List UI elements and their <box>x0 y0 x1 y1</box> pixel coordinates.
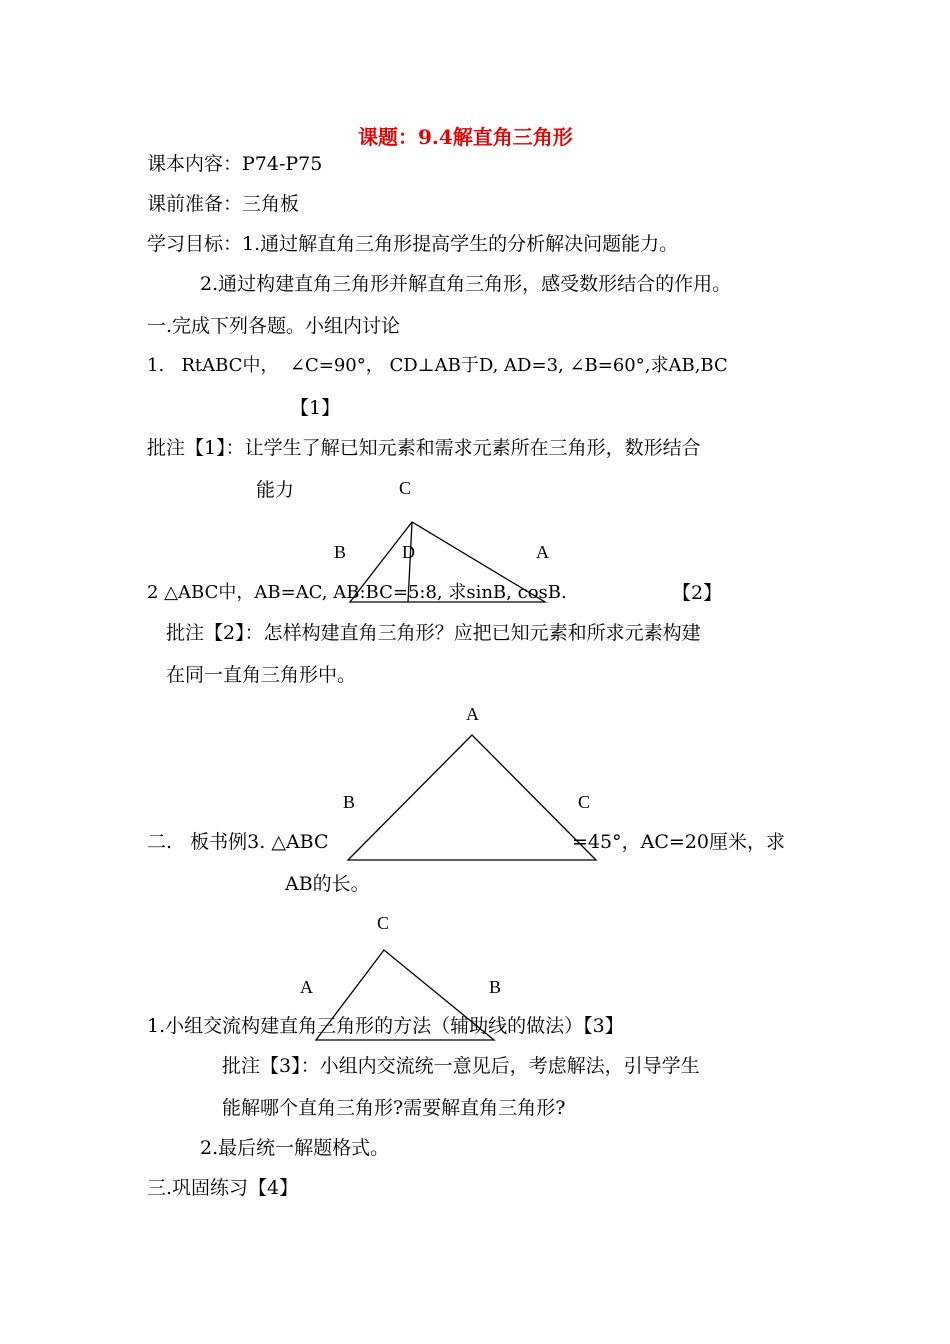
step1-line: 1.小组交流构建直角三角形的方法（辅助线的做法）【3】 <box>147 1015 624 1037</box>
goal2-line: 2.通过构建直角三角形并解直角三角形，感受数形结合的作用。 <box>200 273 732 295</box>
figure1-label-b: B <box>334 542 347 562</box>
question1: 1. RtABC中， ∠C=90°， CD⊥AB于D, AD=3, ∠B=60°,求AB,BC <box>147 355 728 376</box>
section1-heading: 一.完成下列各题。小组内讨论 <box>147 315 401 337</box>
question2-ref: 【2】 <box>672 582 723 604</box>
note1-line1: 批注【1】：让学生了解已知元素和需求元素所在三角形，数形结合 <box>147 437 701 459</box>
question1-ref: 【1】 <box>290 397 341 419</box>
content-line: 课本内容：P74-P75 <box>147 153 323 175</box>
figure1-label-d: D <box>402 542 415 562</box>
note3-line2: 能解哪个直角三角形?需要解直角三角形? <box>222 1097 566 1119</box>
figure3-label-c: C <box>377 913 390 933</box>
note3-line1: 批注【3】：小组内交流统一意见后，考虑解法，引导学生 <box>222 1055 700 1077</box>
prep-line: 课前准备：三角板 <box>147 193 300 215</box>
goal1-line: 学习目标：1.通过解直角三角形提高学生的分析解决问题能力。 <box>147 233 679 255</box>
figure3-label-a: A <box>300 977 313 997</box>
figure3-label-b: B <box>489 977 502 997</box>
figure1-label-a: A <box>536 542 549 562</box>
section2-line1-end: =45°，AC=20厘米，求 <box>572 831 785 853</box>
note1-line2: 能力 <box>256 479 295 501</box>
step2-line: 2.最后统一解题格式。 <box>200 1137 390 1159</box>
note2-line1: 批注【2】：怎样构建直角三角形？应把已知元素和所求元素构建 <box>166 622 701 644</box>
section3-heading: 三.巩固练习【4】 <box>147 1177 299 1199</box>
figure2-label-c: C <box>578 792 591 812</box>
page-title: 课题：9.4解直角三角形 <box>358 125 573 149</box>
note2-line2: 在同一直角三角形中。 <box>166 664 357 686</box>
figure1-label-c: C <box>399 478 412 498</box>
figure2-outline <box>348 735 596 860</box>
figure2-label-b: B <box>343 792 356 812</box>
section2-line2: AB的长。 <box>285 873 370 895</box>
figure2-label-a: A <box>466 704 479 724</box>
section2-line1-start: 二. 板书例3. △ABC <box>147 831 329 853</box>
figure2-triangle <box>348 735 596 860</box>
question2: 2 △ABC中，AB=AC, AB:BC=5:8, 求sinB, cosB. <box>147 582 567 603</box>
